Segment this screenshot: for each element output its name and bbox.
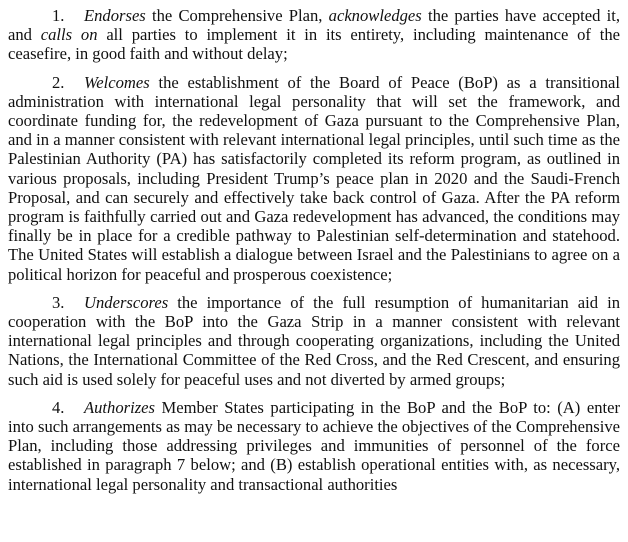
operative-verb: Welcomes (84, 72, 150, 92)
paragraph-text: the Comprehensive Plan, (145, 6, 329, 25)
paragraph-text: the importance of the full resumption of humanitarian aid in cooperation with the BoP into the Gaza Strip in a manner consistent with relevant international legal principles and through cooperating organizations, including the United Nations, the International Committee of the Red Cross, and the Red Crescent, and ensuring such aid is used solely for peaceful uses and not diverted by armed groups; (8, 292, 620, 389)
paragraph-2 (8, 73, 620, 284)
operative-verb: Authorizes (84, 397, 155, 417)
paragraph-3 (8, 293, 620, 389)
paragraph-number: 2. (52, 72, 65, 92)
paragraph-number: 4. (52, 397, 65, 417)
document-page (8, 6, 620, 503)
paragraph-text: the establishment of the Board of Peace (BoP) as a transitional administration with international legal personality that will set the framework, and coordinate funding for, the redevelopment of Gaza pursuant to the Comprehensive Plan, and in a manner consistent with relevant international legal principles, until such time as the Palestinian Authority (PA) has satisfactorily completed its reform program, as outlined in various proposals, including President Trump’s peace plan in 2020 and the Saudi-French Proposal, and can securely and effectively take back control of Gaza. After the PA reform program is faithfully carried out and Gaza redevelopment has advanced, the conditions may finally be in place for a credible pathway to Palestinian self-determination and statehood. The United States will establish a dialogue between Israel and the Palestinians to agree on a political horizon for peaceful and prosperous coexistence; (8, 72, 620, 284)
operative-verb: Endorses (84, 6, 146, 25)
operative-verb: calls on (40, 25, 98, 45)
paragraph-text: the parties have accepted it, and (8, 6, 620, 45)
operative-verb: Underscores (84, 292, 169, 312)
paragraph-4 (8, 398, 620, 494)
paragraph-number: 1. (52, 6, 65, 25)
paragraph-text: Member States participating in the BoP and the BoP to: (A) enter into such arrangements as may be necessary to achieve the objectives of the Comprehensive Plan, including those addressing privileges and immunities of personnel of the force established in paragraph 7 below; and (B) establish operational entities with, as necessary, international legal personality and transactional authorities (8, 397, 620, 494)
paragraph-number: 3. (52, 292, 65, 312)
paragraph-text: all parties to implement it in its entirety, including maintenance of the ceasefire, in good faith and without delay; (8, 25, 621, 64)
operative-verb: acknowledges (328, 6, 422, 25)
paragraph-1 (8, 6, 620, 64)
